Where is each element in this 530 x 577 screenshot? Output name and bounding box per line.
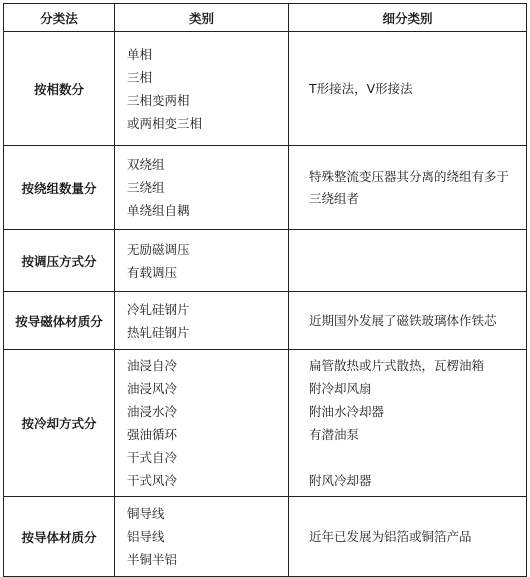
- type-item: 三相变两相: [127, 92, 190, 108]
- type-item: 半铜半铝: [127, 552, 178, 567]
- transformer-classification-table: [3, 3, 527, 577]
- method-cell: 按绕组数量分: [4, 146, 115, 230]
- header-row: [4, 4, 527, 32]
- type-item: 单相: [127, 46, 153, 62]
- type-item: 油浸自冷: [127, 358, 178, 373]
- types-cell: [115, 230, 289, 292]
- table-row: [4, 146, 527, 230]
- table-row: [4, 292, 527, 350]
- method-cell: 按导磁体材质分: [4, 292, 115, 350]
- detail-cell: [289, 497, 527, 577]
- table-row: [4, 350, 527, 497]
- type-item: 有载调压: [127, 264, 178, 280]
- type-item: 干式自冷: [127, 450, 178, 465]
- detail-cell: [289, 350, 527, 497]
- detail-item: 附冷却风扇: [309, 381, 372, 396]
- type-item: 铝导线: [127, 529, 165, 544]
- type-item: 三绕组: [127, 180, 165, 195]
- type-item: 三相: [127, 69, 153, 85]
- detail-item: 附油水冷却器: [309, 404, 385, 419]
- type-item: 热轧硅钢片: [127, 324, 190, 340]
- method-cell: 按相数分: [4, 32, 115, 146]
- detail-item: T形接法，V形接法: [309, 80, 413, 96]
- type-item: 单绕组自耦: [127, 203, 190, 218]
- detail-item: 特殊整流变压器其分离的绕组有多于三绕组者: [309, 168, 510, 206]
- detail-item: 扁管散热或片式散热，瓦楞油箱: [309, 358, 485, 373]
- types-cell: [115, 146, 289, 230]
- detail-item: 近期国外发展了磁铁玻璃体作铁芯: [309, 312, 497, 328]
- header-category: 类别: [115, 4, 289, 32]
- type-item: 强油循环: [127, 427, 178, 442]
- detail-cell: [289, 230, 527, 292]
- detail-item: 近年已发展为铝箔或铜箔产品: [309, 528, 472, 544]
- type-item: 油浸水冷: [127, 404, 178, 419]
- table-row: [4, 230, 527, 292]
- table-row: [4, 497, 527, 577]
- detail-item: [309, 446, 518, 469]
- type-item: 或两相变三相: [127, 115, 203, 131]
- types-cell: [115, 497, 289, 577]
- table-row: [4, 32, 527, 146]
- types-cell: [115, 292, 289, 350]
- type-item: 双绕组: [127, 157, 165, 172]
- type-item: 无励磁调压: [127, 241, 190, 257]
- header-method: 分类法: [4, 4, 115, 32]
- detail-item: 附风冷却器: [309, 473, 372, 488]
- types-cell: [115, 350, 289, 497]
- detail-item: 有潜油泵: [309, 427, 360, 442]
- method-cell: 按冷却方式分: [4, 350, 115, 497]
- types-cell: [115, 32, 289, 146]
- detail-cell: [289, 292, 527, 350]
- type-item: 铜导线: [127, 506, 165, 521]
- detail-cell: [289, 146, 527, 230]
- type-item: 冷轧硅钢片: [127, 301, 190, 317]
- detail-cell: [289, 32, 527, 146]
- type-item: 油浸风冷: [127, 381, 178, 396]
- method-cell: 按调压方式分: [4, 230, 115, 292]
- header-subcategory: 细分类别: [289, 4, 527, 32]
- method-cell: 按导体材质分: [4, 497, 115, 577]
- type-item: 干式风冷: [127, 473, 178, 488]
